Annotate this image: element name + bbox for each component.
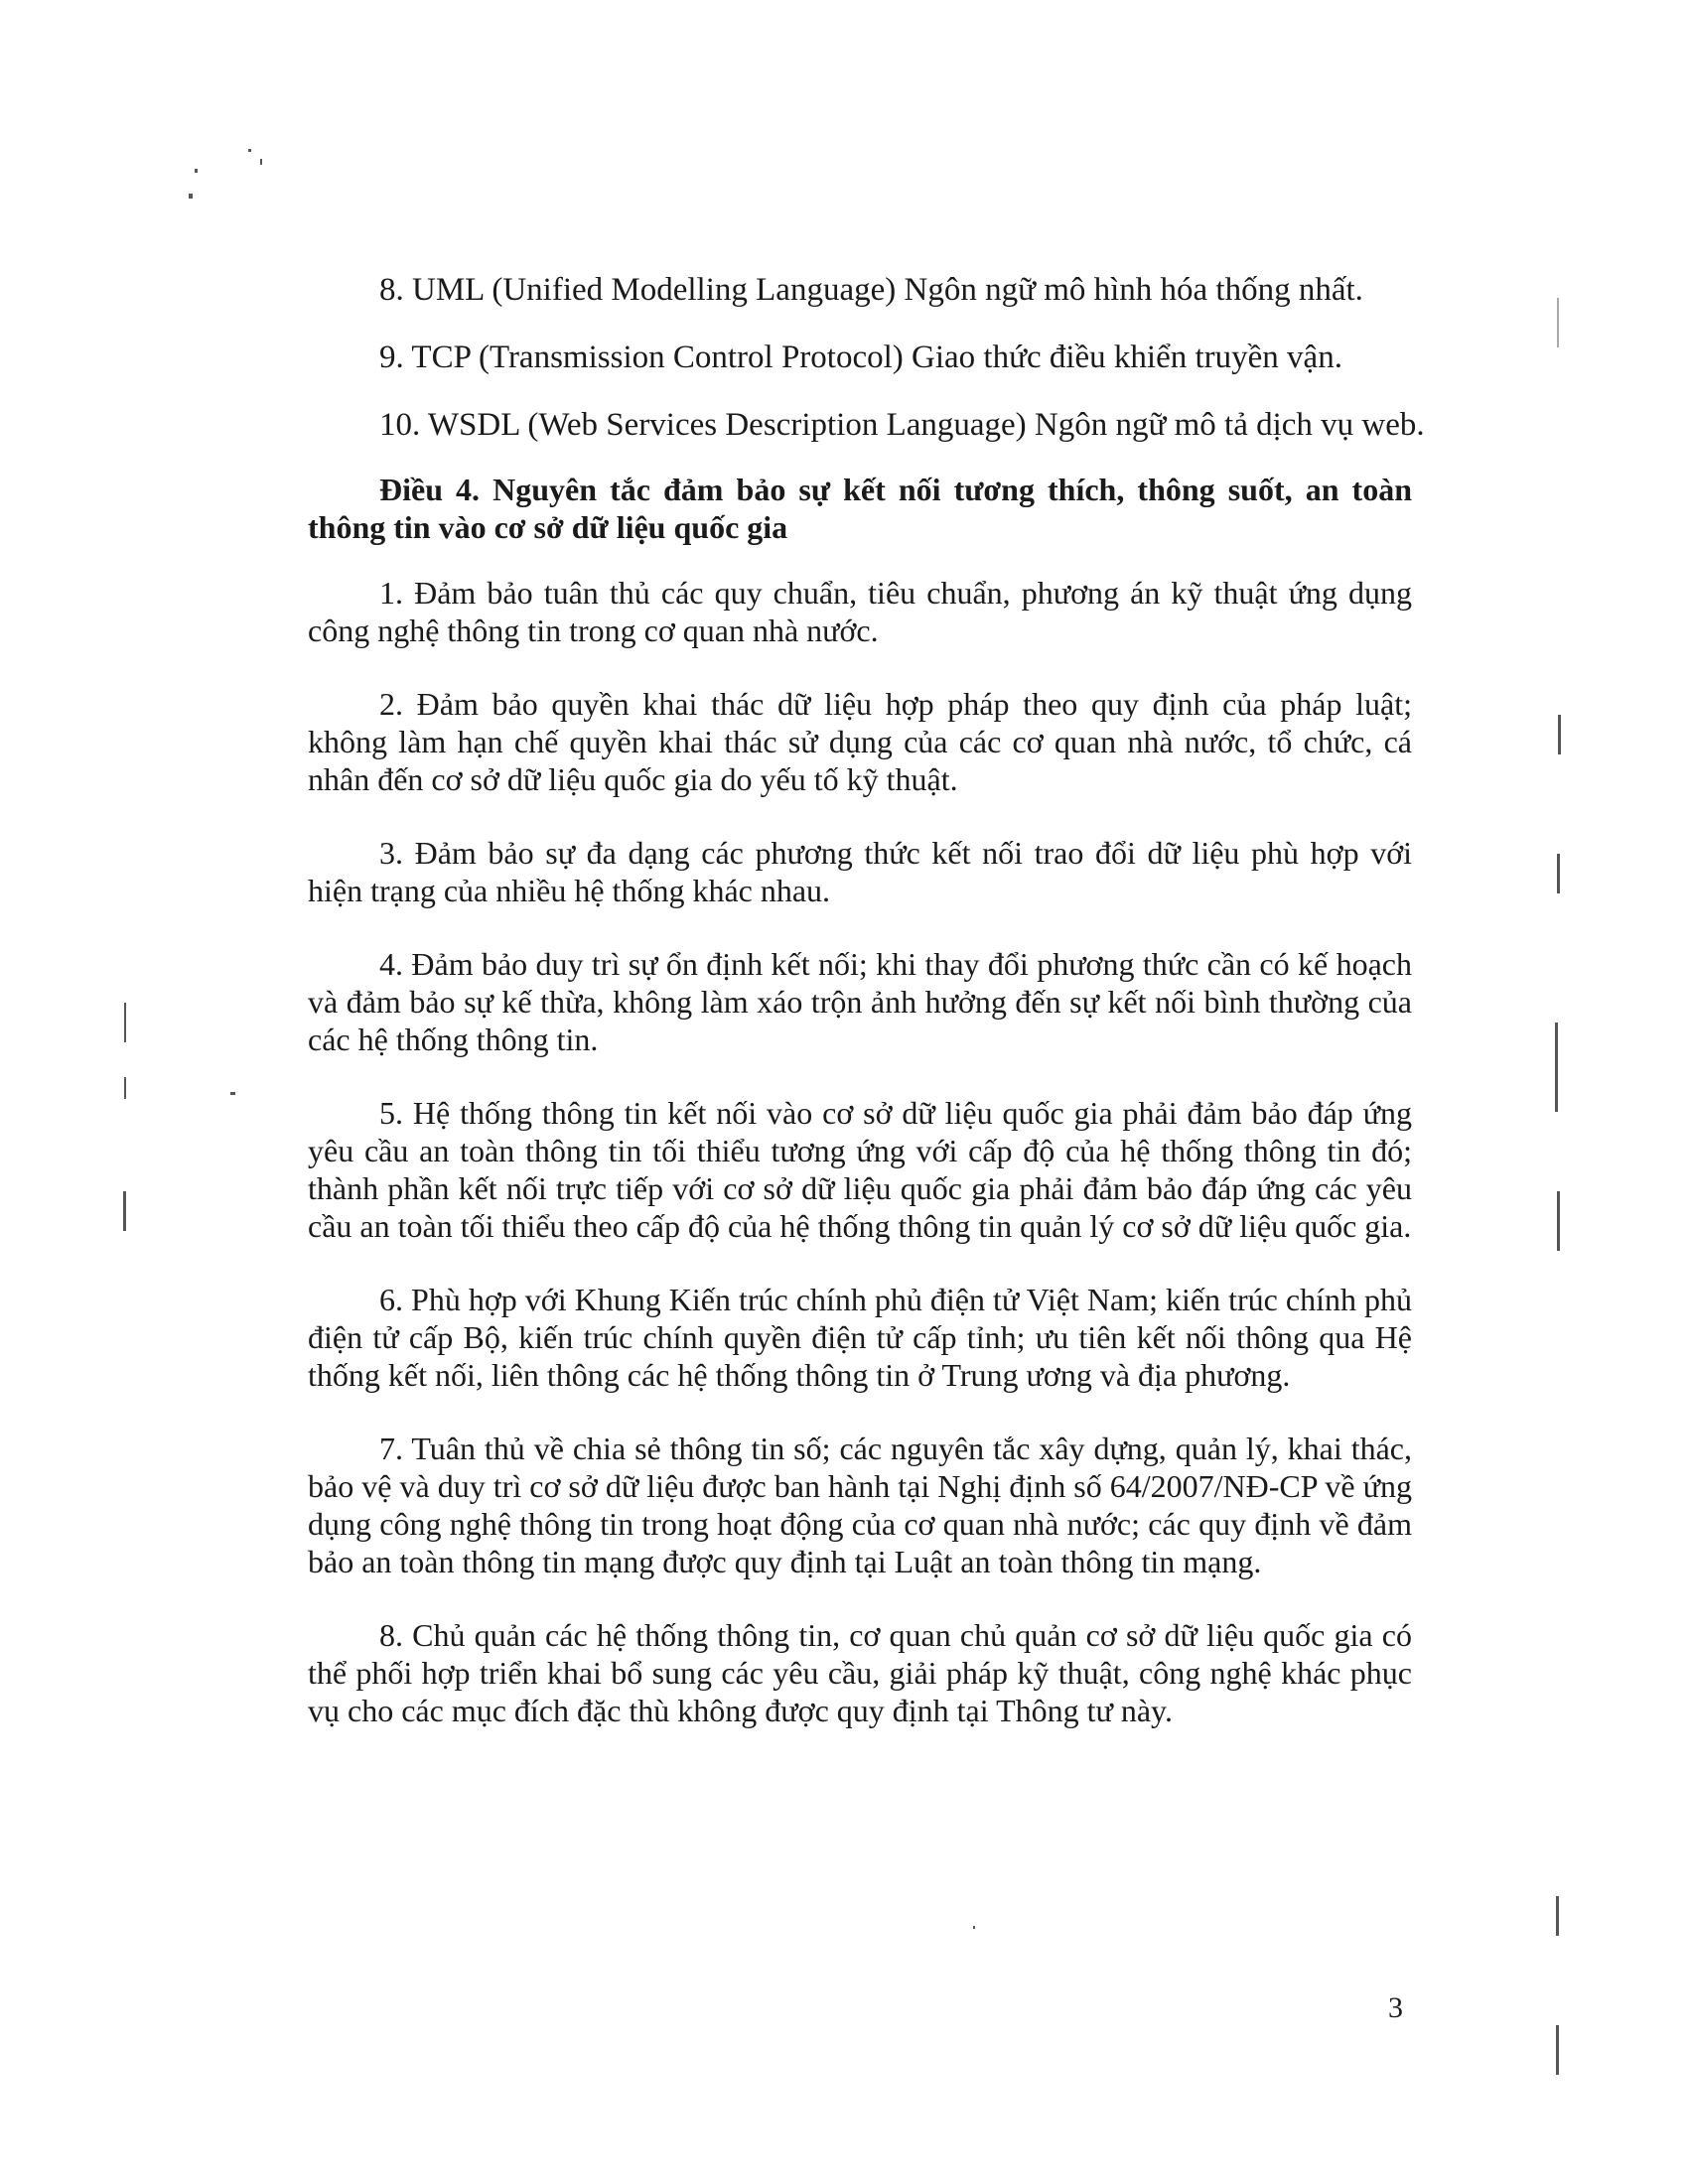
abbreviation-text: UML (Unified Modelling Language) Ngôn ngữ mô hình hóa thống nhất. [412, 272, 1363, 308]
scan-speck [195, 169, 198, 173]
scan-speck [189, 194, 193, 199]
scan-speck [1557, 1191, 1560, 1251]
abbreviation-label: 8. [379, 272, 404, 308]
scan-speck [124, 1077, 126, 1099]
abbreviation-text: TCP (Transmission Control Protocol) Giao thức điều khiển truyền vận. [411, 340, 1342, 375]
scan-speck [260, 159, 262, 165]
page-number: 3 [1388, 1991, 1403, 2024]
scan-speck [1558, 715, 1561, 754]
scan-speck [124, 1003, 126, 1042]
scan-speck [1556, 1896, 1559, 1936]
abbreviation-item [308, 268, 1412, 312]
abbreviation-item [308, 403, 1425, 447]
scan-speck [973, 1926, 975, 1929]
article-paragraph: 6. Phù hợp với Khung Kiến trúc chính phủ điện tử Việt Nam; kiến trúc chính phủ điện tử cấp Bộ, kiến trúc chính quyền điện tử cấp tỉnh; ưu tiên kết nối thông qua Hệ thống kết nối, liên thông các hệ thống thông tin ở Trung ương và địa phương. [308, 1282, 1412, 1393]
article-paragraph: 1. Đảm bảo tuân thủ các quy chuẩn, tiêu chuẩn, phương án kỹ thuật ứng dụng công nghệ thông tin trong cơ quan nhà nước. [308, 575, 1412, 648]
scan-speck [248, 149, 251, 152]
scan-speck [1557, 854, 1560, 893]
abbreviation-label: 9. [379, 340, 404, 375]
scan-speck [1555, 1023, 1558, 1112]
document-body [308, 268, 1425, 1765]
scan-speck [230, 1092, 235, 1095]
article-paragraph: 8. Chủ quản các hệ thống thông tin, cơ quan chủ quản cơ sở dữ liệu quốc gia có thể phối hợp triển khai bổ sung các yêu cầu, giải pháp kỹ thuật, công nghệ khác phục vụ cho các mục đích đặc thù không được quy định tại Thông tư này. [308, 1617, 1412, 1728]
article-paragraph: 7. Tuân thủ về chia sẻ thông tin số; các nguyên tắc xây dựng, quản lý, khai thác, bảo vệ và duy trì cơ sở dữ liệu được ban hành tại Nghị định số 64/2007/NĐ-CP về ứng dụng công nghệ thông tin trong hoạt động của cơ quan nhà nước; các quy định về đảm bảo an toàn thông tin mạng được quy định tại Luật an toàn thông tin mạng. [308, 1431, 1412, 1579]
scan-speck [123, 1191, 126, 1231]
article-paragraph: 3. Đảm bảo sự đa dạng các phương thức kết nối trao đổi dữ liệu phù hợp với hiện trạng của nhiều hệ thống khác nhau. [308, 835, 1412, 908]
abbreviation-label: 10. [379, 407, 421, 443]
scan-speck [1556, 2025, 1559, 2075]
abbreviation-item [308, 336, 1412, 379]
article-paragraph: 4. Đảm bảo duy trì sự ổn định kết nối; khi thay đổi phương thức cần có kế hoạch và đảm bảo sự kế thừa, không làm xáo trộn ảnh hưởng đến sự kết nối bình thường của các hệ thống thông tin. [308, 946, 1412, 1057]
article-paragraph: 5. Hệ thống thông tin kết nối vào cơ sở dữ liệu quốc gia phải đảm bảo đáp ứng yêu cầu an toàn thông tin tối thiểu tương ứng với cấp độ của hệ thống thông tin đó; thành phần kết nối trực tiếp với cơ sở dữ liệu quốc gia phải đảm bảo đáp ứng các yêu cầu an toàn tối thiểu theo cấp độ của hệ thống thông tin quản lý cơ sở dữ liệu quốc gia. [308, 1095, 1412, 1244]
abbreviation-text: WSDL (Web Services Description Language) Ngôn ngữ mô tả dịch vụ web. [427, 407, 1425, 443]
article-paragraph: 2. Đảm bảo quyền khai thác dữ liệu hợp pháp theo quy định của pháp luật; không làm hạn chế quyền khai thác sử dụng của các cơ quan nhà nước, tổ chức, cá nhân đến cơ sở dữ liệu quốc gia do yếu tố kỹ thuật. [308, 686, 1412, 797]
scan-speck [1557, 298, 1559, 347]
article-title: Điều 4. Nguyên tắc đảm bảo sự kết nối tương thích, thông suốt, an toàn thông tin vào cơ sở dữ liệu quốc gia [308, 472, 1412, 545]
